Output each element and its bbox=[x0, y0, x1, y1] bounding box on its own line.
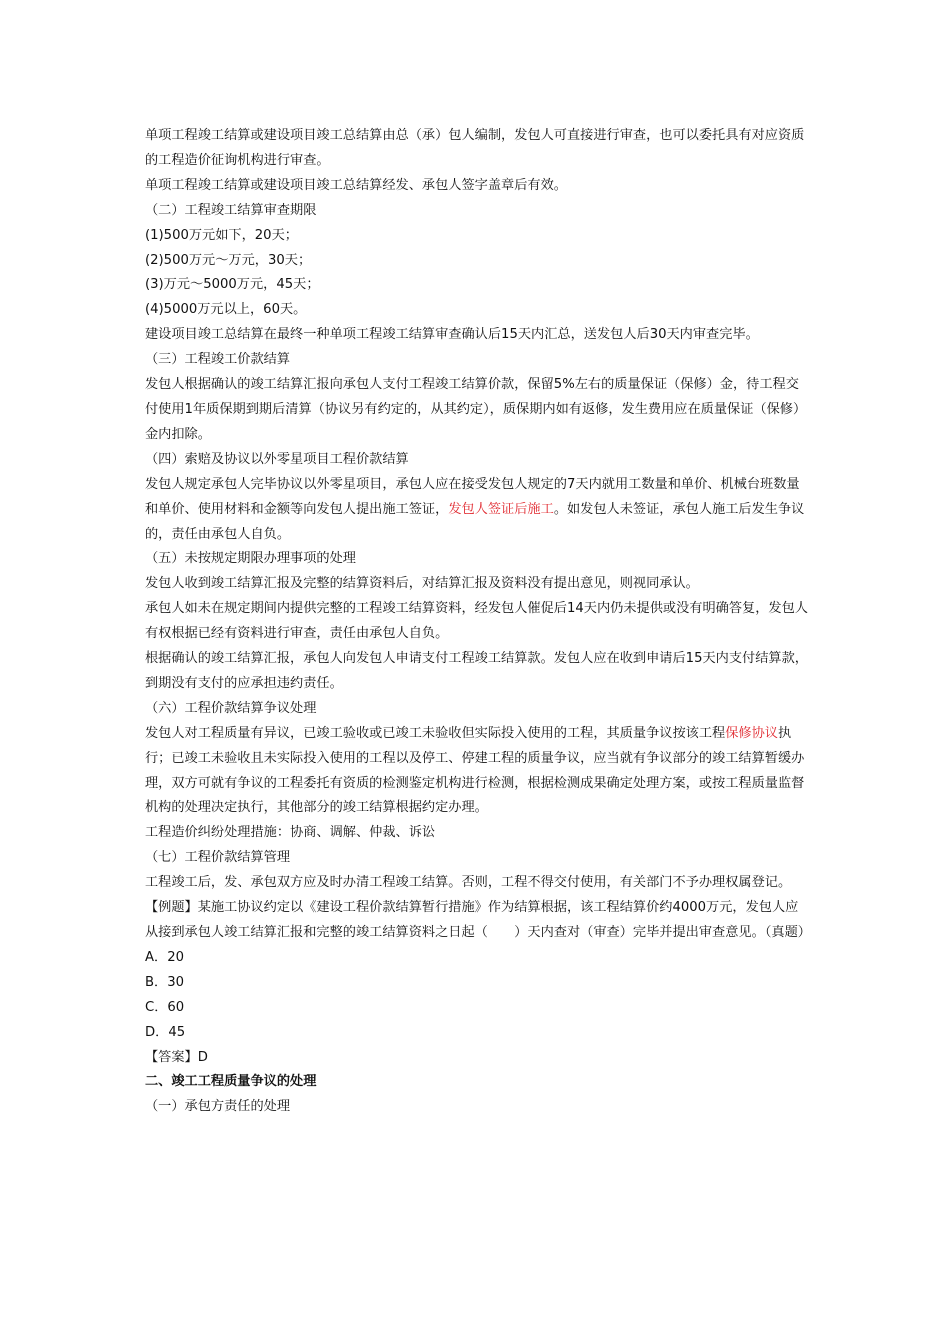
text-run: 发包人对工程质量有异议，已竣工验收或已竣工未验收但实际投入使用的工程，其质量争议按该工程 bbox=[145, 725, 726, 741]
paragraph: 建设项目竣工总结算在最终一种单项工程竣工结算审查确认后15天内汇总，送发包人后30天内审查完毕。 bbox=[145, 327, 759, 343]
list-item: (1)500万元如下，20天； bbox=[145, 227, 298, 243]
document-body bbox=[145, 124, 810, 1120]
list-item: (2)500万元～万元，30天； bbox=[145, 252, 312, 268]
paragraph: 单项工程竣工结算或建设项目竣工总结算由总（承）包人编制，发包人可直接进行审查，也可以委托具有对应资质的工程造价征询机构进行审查。 bbox=[145, 128, 805, 168]
option-c: C．60 bbox=[145, 999, 185, 1015]
answer: 【答案】D bbox=[145, 1049, 208, 1065]
list-item: (3)万元～5000万元，45天； bbox=[145, 277, 320, 293]
option-a: A．20 bbox=[145, 949, 184, 965]
text-run: 执行；已竣工未验收且未实际投入使用的工程以及停工、停建工程的质量争议，应当就有争议部分的竣工结算暂缓办理，双方可就有争议的工程委托有资质的检测鉴定机构进行检测，根据检测成果确定处理方案，或按工程质量监督机构的处理决定执行，其他部分的竣工结算根据约定办理。 bbox=[145, 725, 805, 816]
option-d: D．45 bbox=[145, 1024, 186, 1040]
paragraph bbox=[145, 722, 810, 822]
subheading: （四）索赔及协议以外零星项目工程价款结算 bbox=[145, 451, 409, 467]
paragraph: 工程造价纠纷处理措施：协商、调解、仲裁、诉讼 bbox=[145, 825, 436, 841]
paragraph bbox=[145, 473, 810, 548]
subheading: （七）工程价款结算管理 bbox=[145, 850, 291, 866]
text-run: 发包人规定承包人完毕协议以外零星项目，承包人应在接受发包人规定的7天内就用工数量和单价、机械台班数量和单价、使用材料和金额等向发包人提出施工签证， bbox=[145, 476, 800, 517]
paragraph: 承包人如未在规定期间内提供完整的工程竣工结算资料，经发包人催促后14天内仍未提供或没有明确答复，发包人有权根据已经有资料进行审查，责任由承包人自负。 bbox=[145, 601, 808, 642]
paragraph: 单项工程竣工结算或建设项目竣工总结算经发、承包人签字盖章后有效。 bbox=[145, 177, 567, 193]
highlighted-text: 发包人签证后施工 bbox=[448, 501, 554, 517]
subheading: （六）工程价款结算争议处理 bbox=[145, 700, 317, 716]
paragraph: 发包人收到竣工结算汇报及完整的结算资料后，对结算汇报及资料没有提出意见，则视同承认。 bbox=[145, 576, 699, 592]
text-run: 。如发包人未签证，承包人施工后发生争议的，责任由承包人自负。 bbox=[145, 501, 805, 542]
option-b: B．30 bbox=[145, 974, 185, 990]
subheading: （五）未按规定期限办理事项的处理 bbox=[145, 551, 356, 567]
highlighted-text: 保修协议 bbox=[725, 725, 778, 741]
section-heading: 二、竣工工程质量争议的处理 bbox=[145, 1074, 317, 1090]
subheading: （二）工程竣工结算审查期限 bbox=[145, 202, 317, 218]
subheading: （一）承包方责任的处理 bbox=[145, 1099, 291, 1115]
paragraph: 发包人根据确认的竣工结算汇报向承包人支付工程竣工结算价款，保留5%左右的质量保证（保修）金，待工程交付使用1年质保期到期后清算（协议另有约定的，从其约定），质保期内如有返修，发生费用应在质量保证（保修）金内扣除。 bbox=[145, 377, 807, 442]
example-question: 【例题】某施工协议约定以《建设工程价款结算暂行措施》作为结算根据，该工程结算价约4000万元，发包人应从接到承包人竣工结算汇报和完整的竣工结算资料之日起（ ）天内查对（审查）完毕并提出审查意见。（真题） bbox=[145, 900, 811, 940]
paragraph: 工程竣工后，发、承包双方应及时办清工程竣工结算。否则，工程不得交付使用，有关部门不予办理权属登记。 bbox=[145, 875, 792, 891]
list-item: (4)5000万元以上，60天。 bbox=[145, 302, 307, 318]
subheading: （三）工程竣工价款结算 bbox=[145, 352, 291, 368]
paragraph: 根据确认的竣工结算汇报，承包人向发包人申请支付工程竣工结算款。发包人应在收到申请后15天内支付结算款，到期没有支付的应承担违约责任。 bbox=[145, 651, 808, 691]
